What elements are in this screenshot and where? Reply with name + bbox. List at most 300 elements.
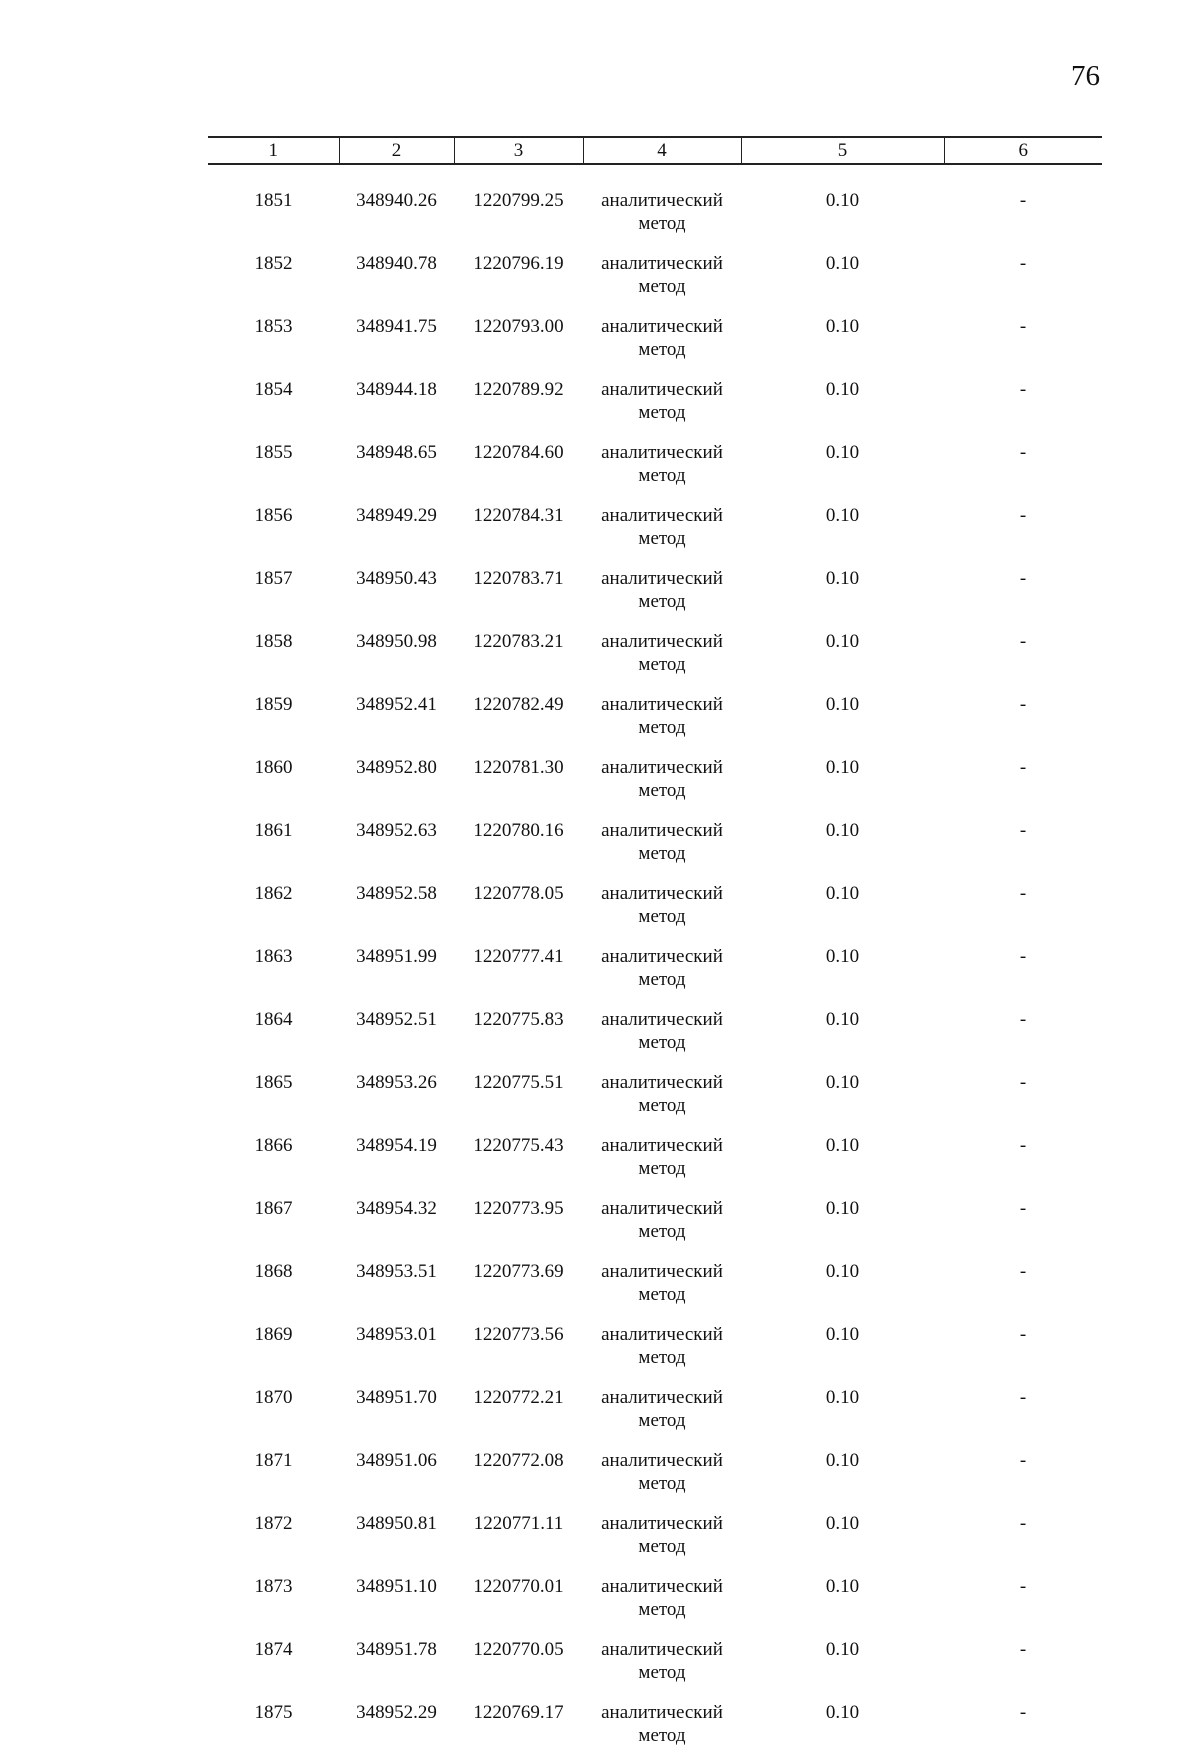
x-coordinate-cell-text: 348940.78 xyxy=(356,253,437,274)
point-number-cell xyxy=(208,307,339,370)
table-row xyxy=(208,748,1102,811)
x-coordinate-cell xyxy=(339,1504,454,1567)
method-line-2: метод xyxy=(638,1410,686,1431)
accuracy-cell xyxy=(741,811,944,874)
method-cell xyxy=(583,307,741,370)
x-coordinate-cell xyxy=(339,1567,454,1630)
point-number-cell xyxy=(208,622,339,685)
note-cell-text: - xyxy=(1019,1639,1027,1660)
table-row xyxy=(208,1126,1102,1189)
method-line-2: метод xyxy=(638,969,686,990)
x-coordinate-cell xyxy=(339,937,454,1000)
note-cell xyxy=(944,370,1102,433)
method-line-1: аналитический xyxy=(601,1513,723,1534)
method-cell xyxy=(583,370,741,433)
point-number-cell-text: 1873 xyxy=(254,1576,293,1597)
note-cell xyxy=(944,1378,1102,1441)
accuracy-cell-text: 0.10 xyxy=(825,442,860,463)
method-line-1: аналитический xyxy=(601,1198,723,1219)
header-cell-5: 5 xyxy=(741,137,944,164)
note-cell xyxy=(944,1252,1102,1315)
method-line-1: аналитический xyxy=(601,757,723,778)
x-coordinate-cell-text: 348949.29 xyxy=(356,505,437,526)
x-coordinate-cell-text: 348952.51 xyxy=(356,1009,437,1030)
method-cell xyxy=(583,496,741,559)
method-line-1: аналитический xyxy=(601,442,723,463)
accuracy-cell-text: 0.10 xyxy=(825,253,860,274)
method-line-1: аналитический xyxy=(601,1450,723,1471)
x-coordinate-cell-text: 348951.10 xyxy=(356,1576,437,1597)
x-coordinate-cell xyxy=(339,811,454,874)
note-cell-text: - xyxy=(1019,379,1027,400)
method-line-1: аналитический xyxy=(601,820,723,841)
accuracy-cell xyxy=(741,874,944,937)
point-number-cell xyxy=(208,433,339,496)
table-row xyxy=(208,1630,1102,1693)
accuracy-cell-text: 0.10 xyxy=(825,1576,860,1597)
y-coordinate-cell xyxy=(454,874,583,937)
note-cell xyxy=(944,1000,1102,1063)
x-coordinate-cell xyxy=(339,559,454,622)
x-coordinate-cell xyxy=(339,307,454,370)
point-number-cell xyxy=(208,1630,339,1693)
y-coordinate-cell xyxy=(454,370,583,433)
note-cell-text: - xyxy=(1019,1261,1027,1282)
note-cell-text: - xyxy=(1019,1198,1027,1219)
point-number-cell-text: 1854 xyxy=(254,379,293,400)
accuracy-cell-text: 0.10 xyxy=(825,946,860,967)
method-cell xyxy=(583,811,741,874)
note-cell-text: - xyxy=(1019,631,1027,652)
method-line-2: метод xyxy=(638,465,686,486)
method-line-1: аналитический xyxy=(601,1009,723,1030)
header-cell-2: 2 xyxy=(339,137,454,164)
accuracy-cell xyxy=(741,496,944,559)
header-cell-4: 4 xyxy=(583,137,741,164)
y-coordinate-cell xyxy=(454,685,583,748)
method-line-1: аналитический xyxy=(601,1072,723,1093)
point-number-cell-text: 1875 xyxy=(254,1702,293,1723)
x-coordinate-cell-text: 348952.29 xyxy=(356,1702,437,1723)
x-coordinate-cell-text: 348951.70 xyxy=(356,1387,437,1408)
method-cell xyxy=(583,244,741,307)
y-coordinate-cell xyxy=(454,1441,583,1504)
x-coordinate-cell-text: 348950.43 xyxy=(356,568,437,589)
x-coordinate-cell xyxy=(339,181,454,244)
method-line-1: аналитический xyxy=(601,1135,723,1156)
method-cell xyxy=(583,748,741,811)
method-line-1: аналитический xyxy=(601,316,723,337)
method-cell xyxy=(583,685,741,748)
method-line-2: метод xyxy=(638,1599,686,1620)
y-coordinate-cell-text: 1220782.49 xyxy=(473,694,564,715)
note-cell xyxy=(944,559,1102,622)
y-coordinate-cell-text: 1220780.16 xyxy=(473,820,564,841)
accuracy-cell xyxy=(741,685,944,748)
method-line-1: аналитический xyxy=(601,253,723,274)
method-cell xyxy=(583,1000,741,1063)
accuracy-cell xyxy=(741,1000,944,1063)
y-coordinate-cell-text: 1220796.19 xyxy=(473,253,564,274)
method-line-1: аналитический xyxy=(601,883,723,904)
y-coordinate-cell-text: 1220789.92 xyxy=(473,379,564,400)
method-line-2: метод xyxy=(638,213,686,234)
x-coordinate-cell xyxy=(339,1189,454,1252)
table-row xyxy=(208,874,1102,937)
note-cell xyxy=(944,1126,1102,1189)
accuracy-cell xyxy=(741,1630,944,1693)
point-number-cell-text: 1859 xyxy=(254,694,293,715)
point-number-cell-text: 1861 xyxy=(254,820,293,841)
x-coordinate-cell-text: 348954.32 xyxy=(356,1198,437,1219)
point-number-cell-text: 1867 xyxy=(254,1198,293,1219)
point-number-cell-text: 1852 xyxy=(254,253,293,274)
method-line-2: метод xyxy=(638,1473,686,1494)
note-cell xyxy=(944,1189,1102,1252)
y-coordinate-cell xyxy=(454,559,583,622)
method-cell xyxy=(583,1441,741,1504)
y-coordinate-cell xyxy=(454,622,583,685)
method-cell xyxy=(583,1567,741,1630)
point-number-cell-text: 1851 xyxy=(254,190,293,211)
table-row xyxy=(208,433,1102,496)
method-line-2: метод xyxy=(638,780,686,801)
point-number-cell xyxy=(208,496,339,559)
method-line-1: аналитический xyxy=(601,1324,723,1345)
accuracy-cell-text: 0.10 xyxy=(825,1261,860,1282)
x-coordinate-cell xyxy=(339,1693,454,1756)
accuracy-cell-text: 0.10 xyxy=(825,1198,860,1219)
y-coordinate-cell xyxy=(454,1567,583,1630)
accuracy-cell xyxy=(741,370,944,433)
table-spacer-row xyxy=(208,164,1102,181)
spacer-cell xyxy=(208,164,1102,181)
accuracy-cell xyxy=(741,1126,944,1189)
method-line-2: метод xyxy=(638,276,686,297)
method-line-2: метод xyxy=(638,1032,686,1053)
x-coordinate-cell xyxy=(339,1000,454,1063)
point-number-cell xyxy=(208,370,339,433)
point-number-cell xyxy=(208,181,339,244)
point-number-cell-text: 1853 xyxy=(254,316,293,337)
note-cell-text: - xyxy=(1019,505,1027,526)
method-cell xyxy=(583,1693,741,1756)
note-cell-text: - xyxy=(1019,1135,1027,1156)
y-coordinate-cell-text: 1220769.17 xyxy=(473,1702,564,1723)
y-coordinate-cell xyxy=(454,1693,583,1756)
method-cell xyxy=(583,1630,741,1693)
method-line-1: аналитический xyxy=(601,1261,723,1282)
note-cell-text: - xyxy=(1019,1387,1027,1408)
point-number-cell xyxy=(208,1567,339,1630)
method-line-1: аналитический xyxy=(601,1639,723,1660)
note-cell-text: - xyxy=(1019,1072,1027,1093)
note-cell xyxy=(944,1441,1102,1504)
table-row xyxy=(208,1315,1102,1378)
table-row xyxy=(208,1189,1102,1252)
accuracy-cell-text: 0.10 xyxy=(825,757,860,778)
note-cell xyxy=(944,622,1102,685)
accuracy-cell-text: 0.10 xyxy=(825,1009,860,1030)
note-cell-text: - xyxy=(1019,1576,1027,1597)
x-coordinate-cell-text: 348952.63 xyxy=(356,820,437,841)
method-line-2: метод xyxy=(638,339,686,360)
x-coordinate-cell xyxy=(339,1630,454,1693)
page-number: 76 xyxy=(1071,60,1100,92)
x-coordinate-cell xyxy=(339,1441,454,1504)
y-coordinate-cell-text: 1220781.30 xyxy=(473,757,564,778)
y-coordinate-cell-text: 1220799.25 xyxy=(473,190,564,211)
note-cell xyxy=(944,1504,1102,1567)
accuracy-cell xyxy=(741,1693,944,1756)
x-coordinate-cell xyxy=(339,622,454,685)
table-row xyxy=(208,622,1102,685)
note-cell xyxy=(944,1630,1102,1693)
x-coordinate-cell xyxy=(339,496,454,559)
method-cell xyxy=(583,622,741,685)
method-line-1: аналитический xyxy=(601,1702,723,1723)
table-row xyxy=(208,559,1102,622)
point-number-cell-text: 1857 xyxy=(254,568,293,589)
point-number-cell xyxy=(208,1252,339,1315)
table-row xyxy=(208,244,1102,307)
accuracy-cell xyxy=(741,181,944,244)
x-coordinate-cell xyxy=(339,874,454,937)
table-row xyxy=(208,1693,1102,1756)
point-number-cell xyxy=(208,1441,339,1504)
x-coordinate-cell xyxy=(339,748,454,811)
method-line-2: метод xyxy=(638,1284,686,1305)
point-number-cell xyxy=(208,1063,339,1126)
accuracy-cell-text: 0.10 xyxy=(825,568,860,589)
note-cell xyxy=(944,1315,1102,1378)
method-cell xyxy=(583,1252,741,1315)
table-row xyxy=(208,1567,1102,1630)
method-line-2: метод xyxy=(638,1221,686,1242)
method-line-2: метод xyxy=(638,654,686,675)
point-number-cell-text: 1856 xyxy=(254,505,293,526)
accuracy-cell-text: 0.10 xyxy=(825,316,860,337)
y-coordinate-cell-text: 1220784.31 xyxy=(473,505,564,526)
accuracy-cell-text: 0.10 xyxy=(825,190,860,211)
table-row xyxy=(208,1063,1102,1126)
note-cell xyxy=(944,244,1102,307)
point-number-cell-text: 1871 xyxy=(254,1450,293,1471)
point-number-cell-text: 1868 xyxy=(254,1261,293,1282)
accuracy-cell-text: 0.10 xyxy=(825,1387,860,1408)
note-cell-text: - xyxy=(1019,190,1027,211)
x-coordinate-cell xyxy=(339,244,454,307)
accuracy-cell xyxy=(741,1378,944,1441)
accuracy-cell-text: 0.10 xyxy=(825,1702,860,1723)
x-coordinate-cell xyxy=(339,1252,454,1315)
point-number-cell xyxy=(208,1126,339,1189)
accuracy-cell-text: 0.10 xyxy=(825,631,860,652)
note-cell-text: - xyxy=(1019,316,1027,337)
x-coordinate-cell xyxy=(339,370,454,433)
method-cell xyxy=(583,1378,741,1441)
point-number-cell-text: 1855 xyxy=(254,442,293,463)
x-coordinate-cell-text: 348951.99 xyxy=(356,946,437,967)
point-number-cell xyxy=(208,1378,339,1441)
y-coordinate-cell xyxy=(454,1252,583,1315)
x-coordinate-cell xyxy=(339,1063,454,1126)
method-line-1: аналитический xyxy=(601,1387,723,1408)
note-cell xyxy=(944,433,1102,496)
y-coordinate-cell xyxy=(454,244,583,307)
x-coordinate-cell-text: 348944.18 xyxy=(356,379,437,400)
method-line-1: аналитический xyxy=(601,946,723,967)
note-cell xyxy=(944,874,1102,937)
y-coordinate-cell xyxy=(454,1378,583,1441)
table-row xyxy=(208,181,1102,244)
y-coordinate-cell xyxy=(454,307,583,370)
x-coordinate-cell-text: 348952.58 xyxy=(356,883,437,904)
y-coordinate-cell xyxy=(454,1000,583,1063)
header-cell-6: 6 xyxy=(944,137,1102,164)
note-cell-text: - xyxy=(1019,1009,1027,1030)
method-line-2: метод xyxy=(638,591,686,612)
x-coordinate-cell-text: 348941.75 xyxy=(356,316,437,337)
table-row xyxy=(208,811,1102,874)
table-row xyxy=(208,1378,1102,1441)
y-coordinate-cell xyxy=(454,1189,583,1252)
table-body xyxy=(208,164,1102,1756)
header-row xyxy=(208,137,1102,164)
point-number-cell xyxy=(208,874,339,937)
x-coordinate-cell xyxy=(339,433,454,496)
table-row xyxy=(208,370,1102,433)
y-coordinate-cell-text: 1220775.83 xyxy=(473,1009,564,1030)
point-number-cell xyxy=(208,244,339,307)
accuracy-cell-text: 0.10 xyxy=(825,1324,860,1345)
point-number-cell-text: 1858 xyxy=(254,631,293,652)
y-coordinate-cell xyxy=(454,811,583,874)
x-coordinate-cell xyxy=(339,1126,454,1189)
note-cell-text: - xyxy=(1019,1324,1027,1345)
point-number-cell xyxy=(208,748,339,811)
method-line-1: аналитический xyxy=(601,568,723,589)
point-number-cell xyxy=(208,1693,339,1756)
point-number-cell-text: 1866 xyxy=(254,1135,293,1156)
accuracy-cell-text: 0.10 xyxy=(825,1450,860,1471)
y-coordinate-cell-text: 1220775.51 xyxy=(473,1072,564,1093)
y-coordinate-cell-text: 1220770.01 xyxy=(473,1576,564,1597)
x-coordinate-cell-text: 348953.26 xyxy=(356,1072,437,1093)
method-line-1: аналитический xyxy=(601,1576,723,1597)
y-coordinate-cell xyxy=(454,937,583,1000)
table-row xyxy=(208,496,1102,559)
method-line-2: метод xyxy=(638,1095,686,1116)
y-coordinate-cell-text: 1220793.00 xyxy=(473,316,564,337)
accuracy-cell xyxy=(741,1441,944,1504)
point-number-cell xyxy=(208,685,339,748)
y-coordinate-cell-text: 1220771.11 xyxy=(473,1513,564,1534)
x-coordinate-cell xyxy=(339,1378,454,1441)
y-coordinate-cell-text: 1220772.08 xyxy=(473,1450,564,1471)
y-coordinate-cell-text: 1220783.71 xyxy=(473,568,564,589)
point-number-cell xyxy=(208,811,339,874)
accuracy-cell xyxy=(741,1189,944,1252)
note-cell xyxy=(944,1567,1102,1630)
table-row xyxy=(208,1441,1102,1504)
method-cell xyxy=(583,559,741,622)
y-coordinate-cell-text: 1220783.21 xyxy=(473,631,564,652)
point-number-cell xyxy=(208,1000,339,1063)
note-cell-text: - xyxy=(1019,442,1027,463)
accuracy-cell xyxy=(741,937,944,1000)
x-coordinate-cell-text: 348953.01 xyxy=(356,1324,437,1345)
accuracy-cell xyxy=(741,1063,944,1126)
table-row xyxy=(208,1504,1102,1567)
y-coordinate-cell xyxy=(454,433,583,496)
accuracy-cell-text: 0.10 xyxy=(825,379,860,400)
point-number-cell-text: 1860 xyxy=(254,757,293,778)
note-cell-text: - xyxy=(1019,253,1027,274)
accuracy-cell-text: 0.10 xyxy=(825,1639,860,1660)
note-cell xyxy=(944,685,1102,748)
accuracy-cell-text: 0.10 xyxy=(825,1072,860,1093)
y-coordinate-cell-text: 1220770.05 xyxy=(473,1639,564,1660)
x-coordinate-cell-text: 348953.51 xyxy=(356,1261,437,1282)
header-cell-1: 1 xyxy=(208,137,339,164)
method-cell xyxy=(583,874,741,937)
method-cell xyxy=(583,181,741,244)
point-number-cell xyxy=(208,559,339,622)
accuracy-cell-text: 0.10 xyxy=(825,820,860,841)
table-row xyxy=(208,1000,1102,1063)
accuracy-cell xyxy=(741,1567,944,1630)
method-cell xyxy=(583,433,741,496)
method-cell xyxy=(583,1315,741,1378)
method-cell xyxy=(583,1189,741,1252)
note-cell-text: - xyxy=(1019,1702,1027,1723)
header-cell-3: 3 xyxy=(454,137,583,164)
note-cell-text: - xyxy=(1019,883,1027,904)
point-number-cell-text: 1870 xyxy=(254,1387,293,1408)
x-coordinate-cell-text: 348952.80 xyxy=(356,757,437,778)
y-coordinate-cell-text: 1220778.05 xyxy=(473,883,564,904)
accuracy-cell xyxy=(741,1504,944,1567)
method-line-2: метод xyxy=(638,1347,686,1368)
accuracy-cell-text: 0.10 xyxy=(825,505,860,526)
point-number-cell-text: 1862 xyxy=(254,883,293,904)
note-cell xyxy=(944,748,1102,811)
y-coordinate-cell xyxy=(454,1126,583,1189)
y-coordinate-cell xyxy=(454,181,583,244)
note-cell xyxy=(944,937,1102,1000)
method-line-1: аналитический xyxy=(601,631,723,652)
note-cell-text: - xyxy=(1019,568,1027,589)
note-cell xyxy=(944,1693,1102,1756)
y-coordinate-cell xyxy=(454,1630,583,1693)
point-number-cell-text: 1863 xyxy=(254,946,293,967)
accuracy-cell-text: 0.10 xyxy=(825,883,860,904)
accuracy-cell-text: 0.10 xyxy=(825,694,860,715)
note-cell-text: - xyxy=(1019,820,1027,841)
note-cell xyxy=(944,496,1102,559)
note-cell xyxy=(944,307,1102,370)
y-coordinate-cell-text: 1220773.95 xyxy=(473,1198,564,1219)
accuracy-cell xyxy=(741,244,944,307)
x-coordinate-cell-text: 348950.98 xyxy=(356,631,437,652)
y-coordinate-cell xyxy=(454,496,583,559)
x-coordinate-cell-text: 348951.06 xyxy=(356,1450,437,1471)
accuracy-cell xyxy=(741,307,944,370)
accuracy-cell-text: 0.10 xyxy=(825,1135,860,1156)
method-line-2: метод xyxy=(638,402,686,423)
table-row xyxy=(208,1252,1102,1315)
